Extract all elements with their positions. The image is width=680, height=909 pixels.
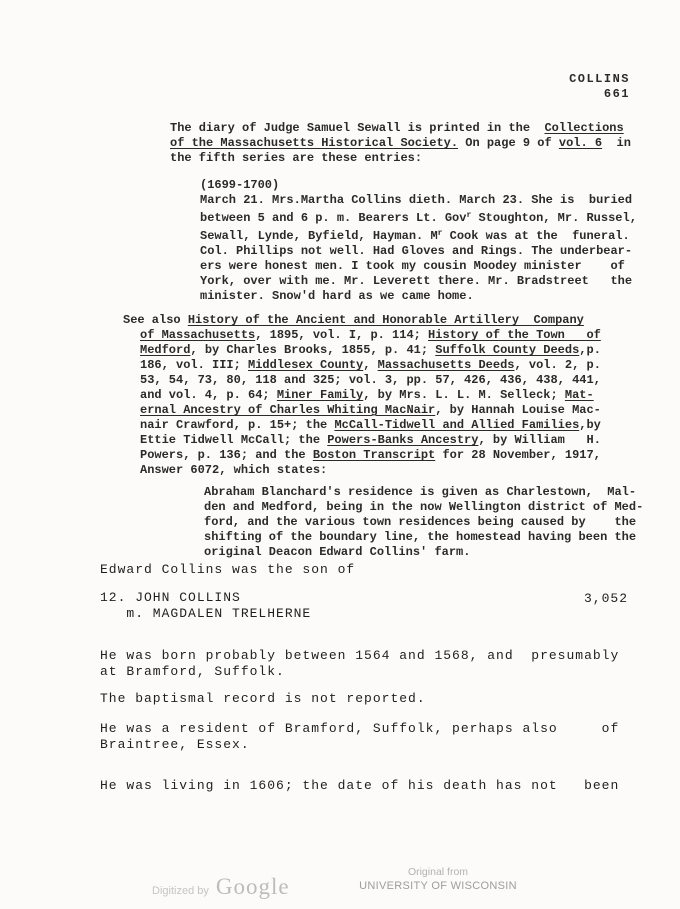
paragraph-living: He was living in 1606; the date of his death has not been	[100, 778, 620, 793]
header-family-name: COLLINS	[569, 72, 630, 86]
footer-digitized	[152, 874, 290, 900]
entry-heading: 12. JOHN COLLINS m. MAGDALEN TRELHERNE	[100, 590, 312, 621]
blanchard-quote: Abraham Blanchard's residence is given as Charlestown, Mal- den and Medford, being in the now Wellington district of Med- ford, and the various town residences being caused by the shifting of the boundary line, the homestead having been the original Deacon Edward Collins' farm.	[204, 485, 644, 559]
google-logo: Google	[215, 874, 290, 899]
institution-label: UNIVERSITY OF WISCONSIN	[359, 880, 517, 892]
page-header	[569, 72, 630, 102]
entry-ref-number: 3,052	[583, 591, 628, 606]
digitized-by-label: Digitized by	[152, 885, 209, 897]
paragraph-resident: He was a resident of Bramford, Suffolk, perhaps also of Braintree, Essex.	[100, 721, 620, 752]
paragraph-baptismal: The baptismal record is not reported.	[100, 691, 426, 706]
paragraph-born: He was born probably between 1564 and 1568, and presumably at Bramford, Suffolk.	[100, 648, 620, 679]
footer-original	[358, 866, 518, 892]
see-also-paragraph: See also History of the Ancient and Honorable Artillery Company of Massachusetts, 1895, vol. I, p. 114; History of the Town of Medford, by Charles Brooks, 1855, p. 41; Suffolk County Deeds,p. 186, vol. III; Middlesex County, Massachusetts Deeds, vol. 2, p. 53, 54, 73, 80, 118 and 325; vol. 3, pp. 57, 426, 436, 438, 441, and vol. 4, p. 64; Miner Family, by Mrs. L. L. M. Selleck; Mat- ernal Ancestry of Charles Whiting MacNair, by Hannah Louise Mac- nair Crawford, p. 15+; the McCall-Tidwell and Allied Families,by Ettie Tidwell McCall; the Powers-Banks Ancestry, by William H. Powers, p. 136; and the Boston Transcript for 28 November, 1917, Answer 6072, which states:	[123, 313, 601, 477]
son-of-line: Edward Collins was the son of	[100, 562, 356, 577]
original-from-label: Original from	[407, 866, 469, 878]
diary-entry-block: (1699-1700) March 21. Mrs.Martha Collins dieth. March 23. She is buried between 5 and 6 p. m. Bearers Lt. Gov$^r$ Stoughton, Mr. Russel, Sewall, Lynde, Byfield, Hayman. $M^r$ Cook was at the funeral. Col. Phillips not well. Had Gloves and Rings. The underbear- ers were honest men. I took my cousin Moodey minister of York, over with me. Mr. Leverett there. Mr. Bradstreet the minister. Snow'd hard as we came home.	[200, 178, 637, 303]
intro-paragraph: The diary of Judge Samuel Sewall is printed in the Collections of the Massachusetts Historical Society. On page 9 of vol. 6 in the fifth series are these entries:	[170, 121, 631, 165]
header-page-number: 661	[603, 87, 630, 101]
